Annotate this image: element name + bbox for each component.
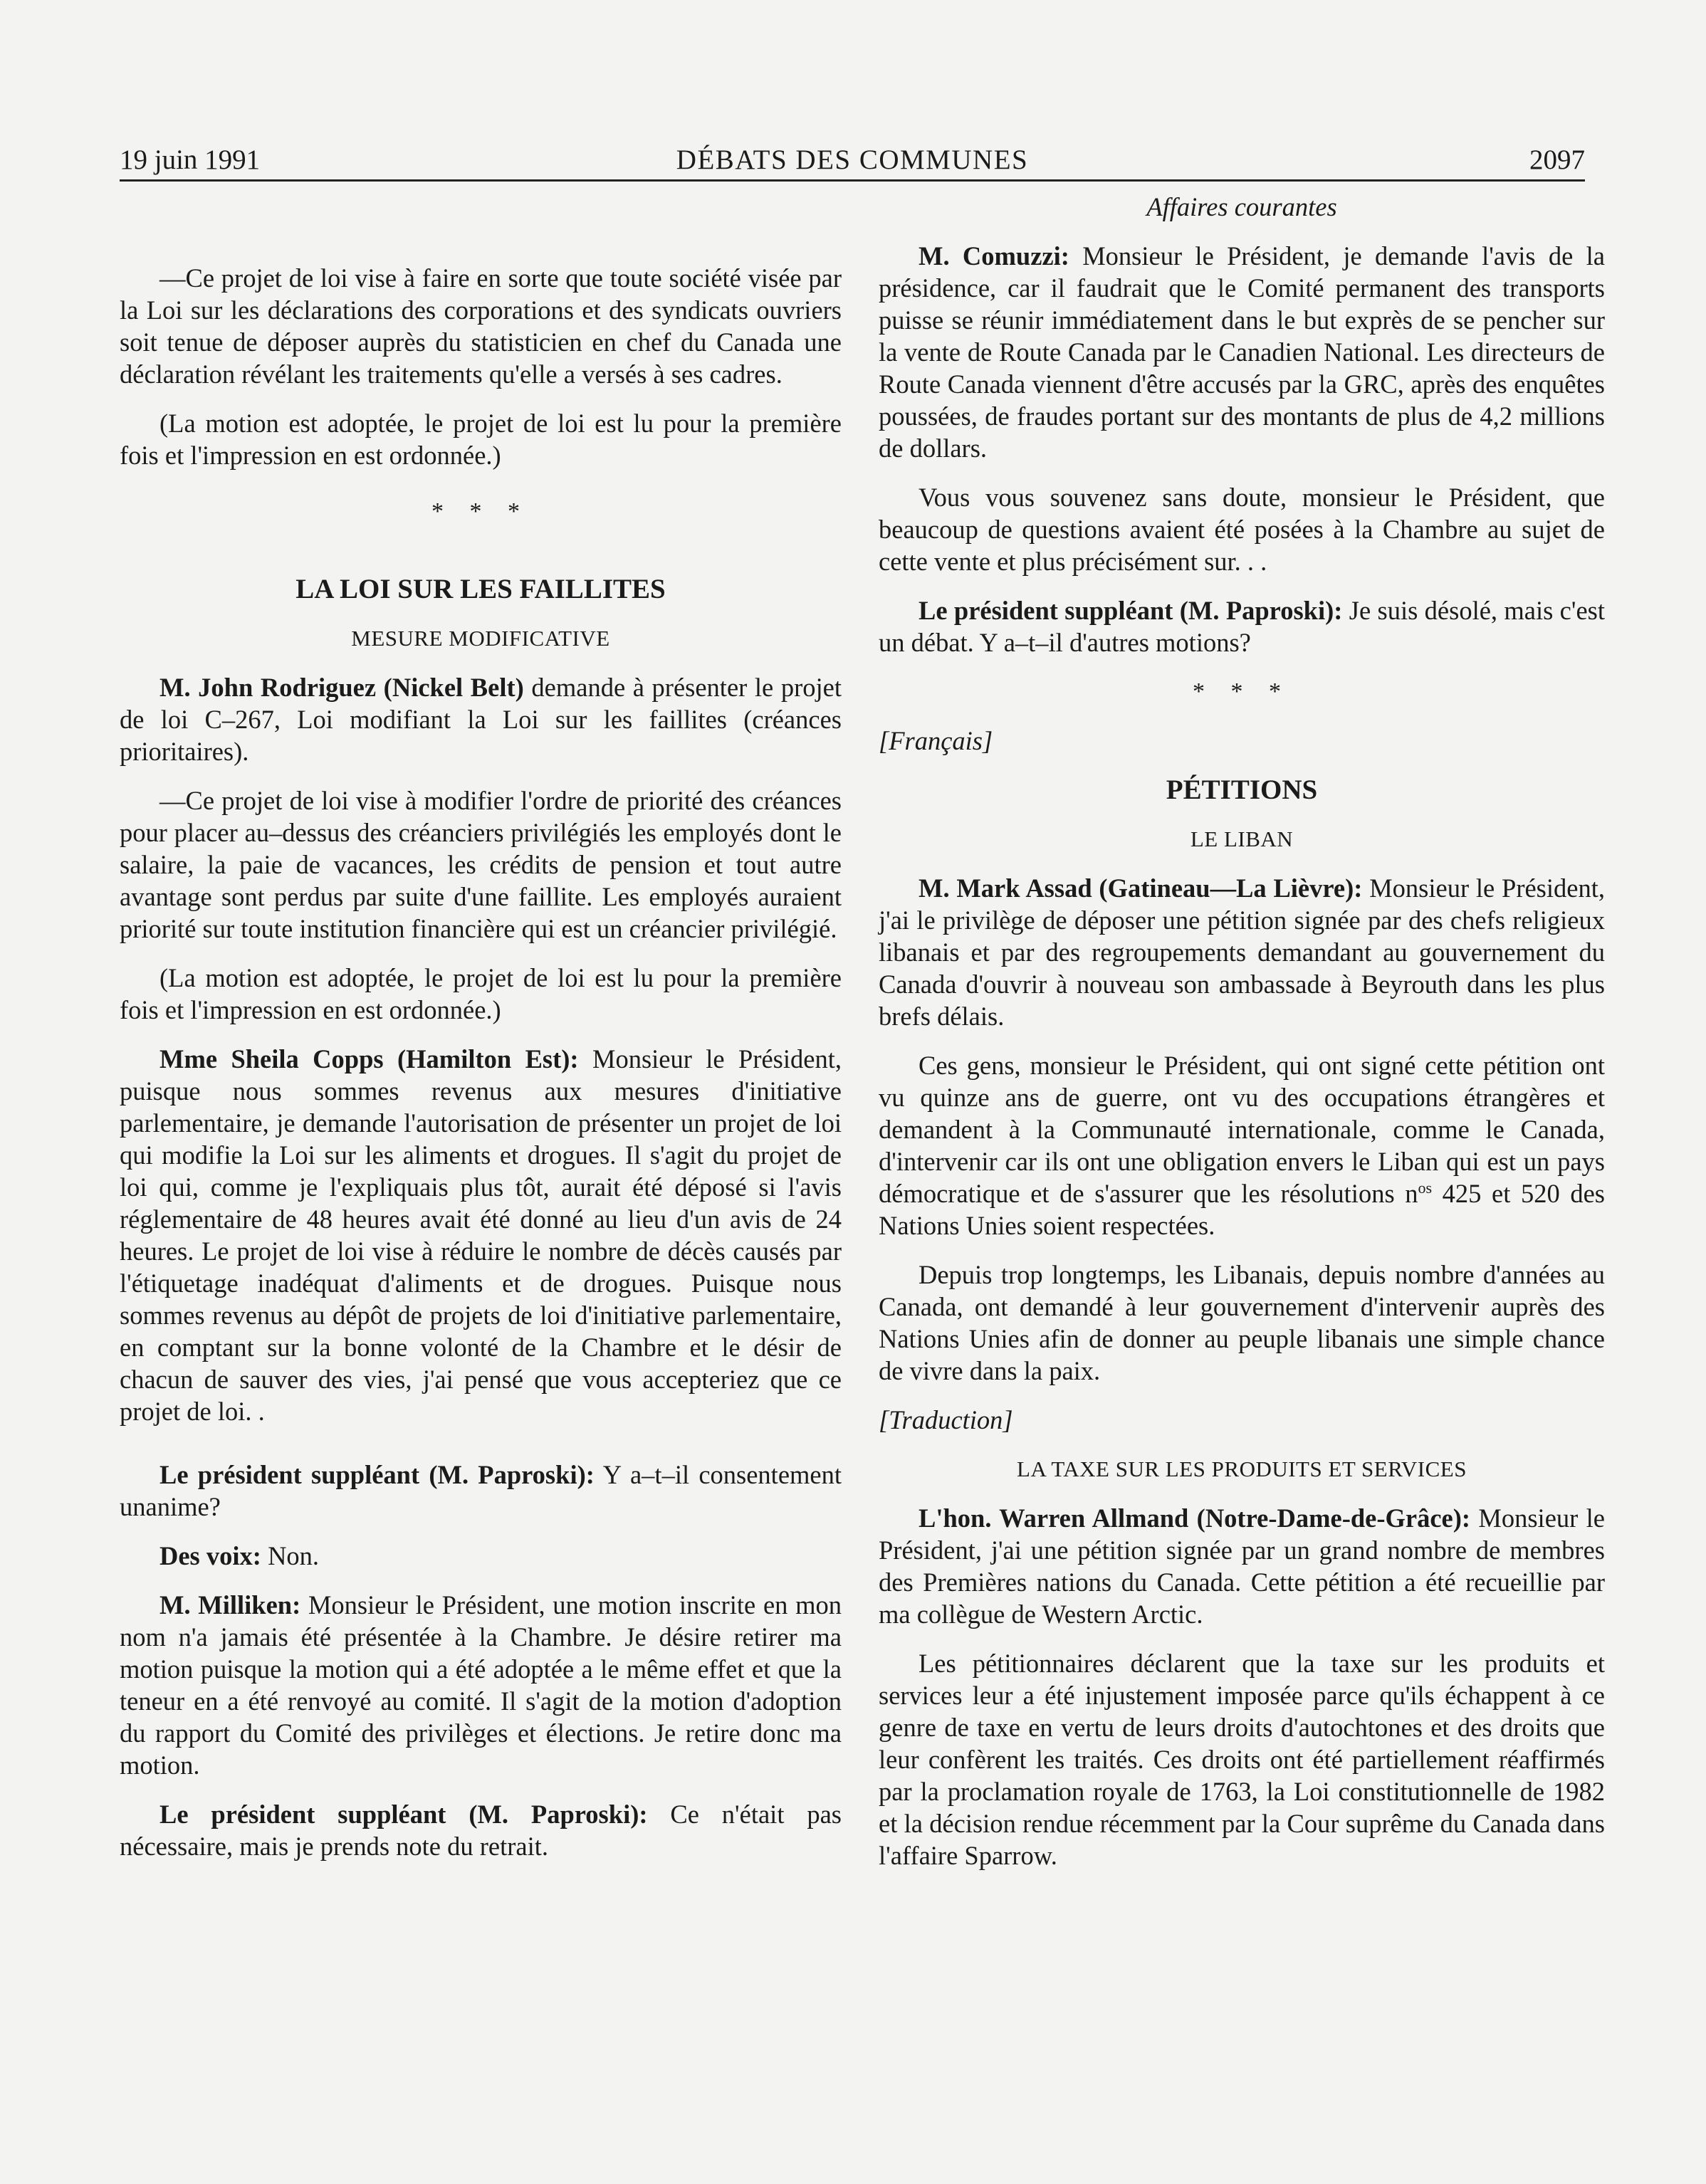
paragraph (879, 1502, 1605, 1630)
speaker-name: M. Milliken: (159, 1590, 301, 1619)
paragraph (879, 240, 1605, 464)
page-header (120, 142, 1585, 182)
speech-text: Monsieur le Président, j'ai le privilège de déposer une pétition signée par des chefs religieux libanais et par des regroupements demandant au gouvernement du Canada d'ouvrir à nouveau son ambassade à Beyrouth dans les plus brefs délais. (879, 873, 1605, 1031)
speech-text: Ces gens, monsieur le Président, qui ont signé cette pétition ont vu quinze ans de guerre, ont vu des occupations étrangères et demandent à la Communauté internationale, comme le Canada, d'intervenir car ils ont une obligation envers le Liban qui est un pays démocratique et de s'assurer que les résolutions n (879, 1051, 1605, 1208)
speech-text: demande à présenter le projet de loi C–267, Loi modifiant la Loi sur les faillites (créances prioritaires). (120, 673, 842, 766)
paragraph (879, 872, 1605, 1032)
right-column (879, 191, 1605, 1889)
language-marker: [Français] (879, 726, 993, 755)
page-number: 2097 (1529, 145, 1585, 175)
speech-text: Y a–t–il consentement unanime? (120, 1460, 842, 1521)
speaker-name: Le président suppléant (M. Paproski): (159, 1800, 648, 1829)
paragraph (120, 1043, 842, 1427)
speaker-name: Des voix: (159, 1541, 261, 1570)
paragraph (120, 1798, 842, 1862)
paragraph: Vous vous souvenez sans doute, monsieur le Président, que beaucoup de questions avaient été posées à la Chambre au sujet de cette vente et plus précisément sur. . . (879, 483, 1605, 576)
section-heading: PÉTITIONS (1166, 775, 1318, 805)
section-subheading: MESURE MODIFICATIVE (351, 626, 610, 651)
header-title: DÉBATS DES COMMUNES (676, 145, 1029, 175)
paragraph: —Ce projet de loi vise à faire en sorte que toute société visée par la Loi sur les déclarations des corporations et des syndicats ouvriers soit tenue de déposer auprès du statisticien en chef du Canada une déclaration révélant les traitements qu'elle a versés à ses cadres. (120, 263, 842, 389)
speaker-name: M. John Rodriguez (Nickel Belt) (159, 673, 524, 702)
paragraph: Les pétitionnaires déclarent que la taxe sur les produits et services leur a été injustement imposée parce qu'ils échappent à ce genre de taxe en vertu de leurs droits d'autochtones et des droits que leur confèrent les traités. Ces droits ont été partiellement réaffirmés par la proclamation royale de 1763, la Loi constitutionnelle de 1982 et la décision rendue récemment par la Cour suprême du Canada dans l'affaire Sparrow. (879, 1649, 1605, 1870)
speech-text: Je suis désolé, mais c'est un débat. Y a–t–il d'autres motions? (879, 596, 1606, 657)
speech-text: Monsieur le Président, puisque nous sommes revenus aux mesures d'initiative parlementaire, je demande l'autorisation de présenter un projet de loi qui modifie la Loi sur les aliments et drogues. Il s'agit du projet de loi qui, comme je l'expliquais plus tôt, aurait été déposé si l'avis réglementaire de 48 heures avait été donné au lieu d'un avis de 24 heures. Le projet de loi vise à réduire le nombre de décès causés par l'étiquetage inadéquat d'aliments et de drogues. Puisque nous sommes revenus au dépôt de projets de loi d'initiative parlementaire, en comptant sur la bonne volonté de la Chambre et le désir de chacun de sauver des vies, j'ai pensé que vous accepteriez que ce projet de loi. . (120, 1044, 842, 1426)
speaker-name: L'hon. Warren Allmand (Notre-Dame-de-Grâce): (919, 1503, 1471, 1533)
speech-text: Monsieur le Président, j'ai une pétition signée par un grand nombre de membres des Premières nations du Canada. Cette pétition a été recueillie par ma collègue de Western Arctic. (879, 1503, 1605, 1629)
speaker-name: M. Comuzzi: (919, 241, 1069, 271)
header-date: 19 juin 1991 (120, 145, 261, 175)
speech-text: Non. (261, 1541, 320, 1570)
paragraph (879, 1049, 1605, 1241)
paragraph: (La motion est adoptée, le projet de loi est lu pour la première fois et l'impression en est ordonnée.) (120, 409, 842, 470)
speaker-name: Mme Sheila Copps (Hamilton Est): (159, 1044, 579, 1073)
paragraph (120, 1589, 842, 1781)
speech-text: Ce n'était pas nécessaire, mais je prends note du retrait. (120, 1800, 842, 1861)
speech-text: Monsieur le Président, je demande l'avis de la présidence, car il faudrait que le Comité permanent des transports puisse se réunir immédiatement dans le but exprès de se pencher sur la vente de Route Canada par le Canadien National. Les directeurs de Route Canada viennent d'être accusés par la GRC, après des enquêtes poussées, de fraudes portant sur des montants de plus de 4,2 millions de dollars. (879, 241, 1605, 463)
superscript: os (1418, 1178, 1433, 1197)
speaker-name: Le président suppléant (M. Paproski): (159, 1460, 595, 1489)
paragraph (879, 594, 1605, 658)
speech-text: Monsieur le Président, une motion inscrite en mon nom n'a jamais été présentée à la Chambre. Je désire retirer ma motion puisque la motion qui a été adoptée a le même effet et que la teneur en a été renvoyé au comité. Il s'agit de la motion d'adoption du rapport du Comité des privilèges et élections. Je retire donc ma motion. (120, 1590, 842, 1780)
speech-text: 425 et 520 des Nations Unies soient respectées. (879, 1179, 1605, 1240)
paragraph (120, 1459, 842, 1523)
speaker-name: M. Mark Assad (Gatineau—La Lièvre): (919, 873, 1363, 903)
section-separator: * * * (431, 498, 530, 525)
language-marker: [Traduction] (879, 1405, 1013, 1434)
section-heading: LA LOI SUR LES FAILLITES (295, 574, 666, 604)
section-label: Affaires courantes (1146, 192, 1337, 221)
paragraph: (La motion est adoptée, le projet de loi est lu pour la première fois et l'impression en est ordonnée.) (120, 963, 842, 1024)
paragraph (120, 1540, 842, 1572)
section-subheading: LA TAXE SUR LES PRODUITS ET SERVICES (1017, 1456, 1467, 1481)
paragraph: —Ce projet de loi vise à modifier l'ordre de priorité des créances pour placer au–dessus des créanciers privilégiés les employés dont le salaire, la paie de vacances, les crédits de pension et tout autre avantage sont perdus par suite d'une faillite. Les employés auraient priorité sur toute institution financière qui est un créancier privilégié. (120, 786, 842, 943)
section-subheading: LE LIBAN (1190, 826, 1294, 851)
left-column (120, 191, 842, 1879)
paragraph: Depuis trop longtemps, les Libanais, depuis nombre d'années au Canada, ont demandé à leur gouvernement d'intervenir auprès des Nations Unies afin de donner au peuple libanais une simple chance de vivre dans la paix. (879, 1260, 1605, 1385)
speaker-name: Le président suppléant (M. Paproski): (919, 596, 1343, 625)
section-separator: * * * (1193, 678, 1291, 705)
paragraph (120, 671, 842, 767)
